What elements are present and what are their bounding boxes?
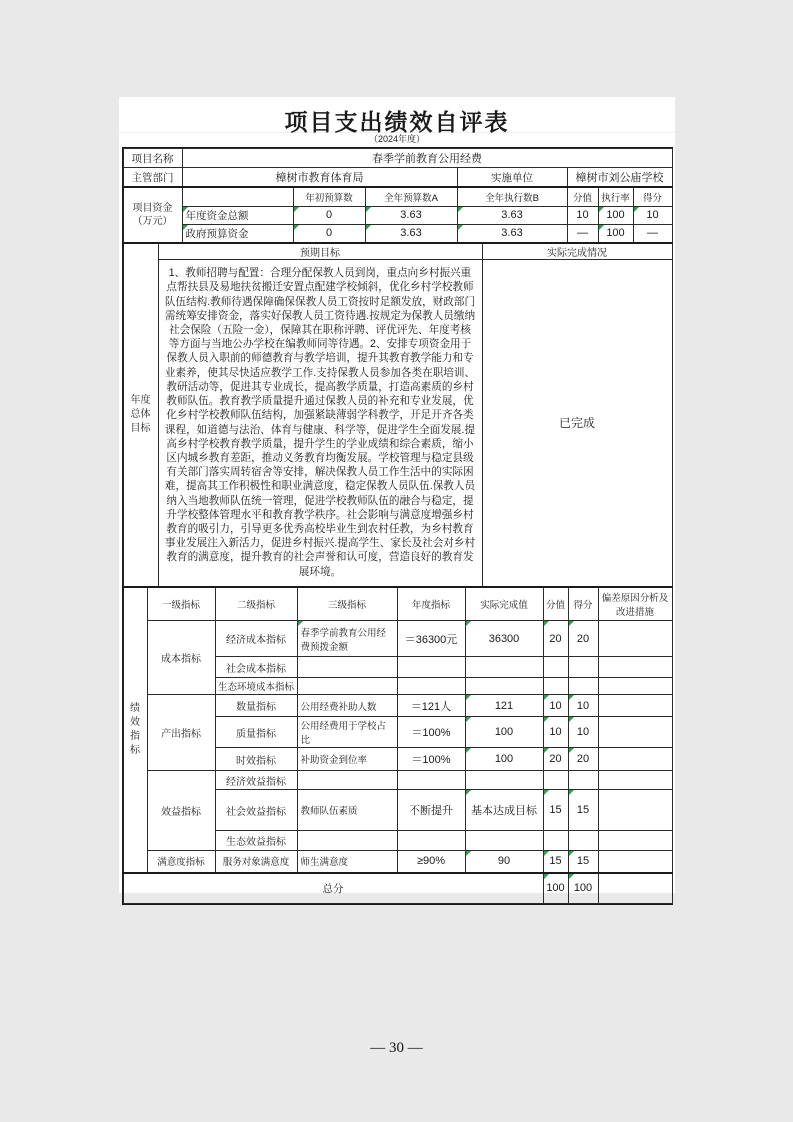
impl-unit-label: 实施单位 [457,168,567,188]
funding-cell: 0 [293,206,365,224]
l1-benefit: 效益指标 [147,771,215,851]
funding-row-total [123,206,672,224]
l2-cell: 服务对象满意度 [215,851,297,873]
deviation-cell [598,717,672,748]
funding-label: 项目资金（万元） [123,187,182,242]
score-cell [568,657,598,678]
annual-cell [397,771,465,790]
funding-cell: 10 [633,206,672,224]
indicator-row [123,621,672,657]
header-l1: 一级指标 [147,587,215,621]
funding-cell: — [633,224,672,242]
points-cell: 20 [543,748,568,771]
points-cell [543,831,568,851]
funding-cell: — [567,224,598,242]
funding-cell: 3.63 [365,224,457,242]
annual-cell: ＝121人 [397,695,465,717]
l3-cell: 公用经费补助人数 [297,695,397,717]
project-name-value: 春季学前教育公用经费 [182,149,672,168]
funding-header-rate: 执行率 [598,187,633,206]
annual-cell: 不断提升 [397,790,465,831]
header-score: 得分 [568,587,598,621]
actual-cell: 基本达成目标 [465,790,543,831]
indicators-header-row [123,587,672,621]
annual-cell [397,678,465,695]
l1-output: 产出指标 [147,695,215,771]
l2-cell: 质量指标 [215,717,297,748]
score-cell: 15 [568,790,598,831]
score-cell: 15 [568,851,598,873]
indicator-row [123,695,672,717]
funding-row-label: 年度资金总额 [182,206,293,224]
indicators-table [123,586,673,905]
indicators-side-label [123,587,147,873]
points-cell: 15 [543,790,568,831]
goals-side-label-text: 年度总体目标 [130,394,151,434]
points-cell [543,657,568,678]
l2-cell: 经济成本指标 [215,621,297,657]
funding-row-gov [123,224,672,242]
annual-cell [397,831,465,851]
total-row [123,873,672,904]
points-cell: 15 [543,851,568,873]
indicator-row [123,771,672,790]
header-l2: 二级指标 [215,587,297,621]
deviation-cell [598,831,672,851]
score-cell: 10 [568,717,598,748]
goals-table [123,242,673,587]
form-subtitle: （2024年度） [368,134,426,144]
actual-cell [465,657,543,678]
funding-header-blank [182,187,293,206]
page-number: — 30 — [370,1040,423,1056]
l2-cell: 数量指标 [215,695,297,717]
l3-cell: 补助资金到位率 [297,748,397,771]
funding-row-label: 政府预算资金 [182,224,293,242]
score-cell [568,771,598,790]
deviation-cell [598,790,672,831]
total-label: 总分 [123,873,543,904]
actual-completion-value: 已完成 [482,259,672,586]
funding-cell: 100 [598,206,633,224]
l3-cell [297,831,397,851]
points-cell: 10 [543,695,568,717]
actual-cell [465,771,543,790]
annual-cell [397,657,465,678]
indicators-side-label-text: 绩效指标 [130,702,140,756]
funding-cell: 100 [598,224,633,242]
l3-cell: 师生满意度 [297,851,397,873]
total-score: 100 [568,873,598,904]
l1-cost: 成本指标 [147,621,215,695]
funding-cell: 0 [293,224,365,242]
total-deviation [598,873,672,904]
annual-cell: ＝100% [397,748,465,771]
annual-cell: ＝36300元 [397,621,465,657]
deviation-cell [598,695,672,717]
header-annual: 年度指标 [397,587,465,621]
project-name-label: 项目名称 [123,149,182,168]
actual-cell: 100 [465,717,543,748]
actual-cell [465,678,543,695]
actual-cell: 36300 [465,621,543,657]
l3-cell: 教师队伍素质 [297,790,397,831]
form-title: 项目支出绩效自评表 [119,97,675,133]
score-cell [568,831,598,851]
header-l3: 三级指标 [297,587,397,621]
funding-header-points: 分值 [567,187,598,206]
header-points: 分值 [543,587,568,621]
expected-goal-text: 1、教师招聘与配置：合理分配保教人员到岗，重点向乡村振兴重点帮扶县及易地扶贫搬迁安置点配建学校倾斜，优化乡村学校教师队伍结构.教师待遇保障确保保教人员工资按时足额发放，财政部门需统筹安排资金，落实好保教人员工资待遇.按规定为保教人员缴纳社会保险（五险一金），保障其在职称评聘、评优评先、年度考核等方面与当地公办学校在编教师同等待遇。2、安排专项资金用于保教人员入职前的师德教育与教学培训，提升其教育教学能力和专业素养，使其尽快适应教学工作.支持保教人员参加各类在职培训、教研活动等，促进其专业成长，提高教学质量，打造高素质的乡村教师队伍。教育教学质量提升通过保教人员的补充和专业发展，优化乡村学校教师队伍结构，加强紧缺薄弱学科教学，开足开齐各类课程，如道德与法治、体育与健康、科学等，促进学生全面发展.提高乡村学校教育教学质量，提升学生的学业成绩和综合素质，缩小区内城乡教育差距，推动义务教育均衡发展。学校管理与稳定县级有关部门落实周转宿舍等安排，解决保教人员工作生活中的实际困难，提高其工作积极性和职业满意度，稳定保教人员队伍.保教人员纳入当地教师队伍统一管理，促进学校教师队伍的融合与稳定，提升学校整体管理水平和教育教学秩序。社会影响与满意度增强乡村教育的吸引力，引导更多优秀高校毕业生到农村任教，为乡村教育事业发展注入新活力，促进乡村振兴.提高学生、家长及社会对乡村教育的满意度，提升教育的社会声誉和认可度，营造良好的教育发展环境。 [158,259,482,586]
form-sheet [119,97,675,893]
funding-header-initial: 年初预算数 [293,187,365,206]
l3-cell: 公用经费用于学校占比 [297,717,397,748]
points-cell: 10 [543,717,568,748]
l3-cell [297,678,397,695]
expected-goal-header: 预期目标 [158,243,482,260]
deviation-cell [598,771,672,790]
annual-cell: ＝100% [397,717,465,748]
deviation-cell [598,621,672,657]
points-cell: 20 [543,621,568,657]
actual-cell [465,831,543,851]
indicator-row [123,851,672,873]
actual-cell: 121 [465,695,543,717]
l2-cell: 时效指标 [215,748,297,771]
funding-cell: 3.63 [457,224,567,242]
header-deviation: 偏差原因分析及改进措施 [598,587,672,621]
form-table [122,147,673,905]
funding-cell: 10 [567,206,598,224]
deviation-cell [598,678,672,695]
actual-cell: 100 [465,748,543,771]
actual-completion-header: 实际完成情况 [482,243,672,260]
l3-cell: 春季学前教育公用经费预拨金额 [297,621,397,657]
l2-cell: 社会成本指标 [215,657,297,678]
l2-cell: 社会效益指标 [215,790,297,831]
funding-header-executed: 全年执行数B [457,187,567,206]
funding-cell: 3.63 [365,206,457,224]
deviation-cell [598,748,672,771]
l2-cell: 生态效益指标 [215,831,297,851]
points-cell [543,771,568,790]
info-funding-table [123,148,673,243]
funding-cell: 3.63 [457,206,567,224]
goals-side-label [123,243,158,587]
funding-header-budget: 全年预算数A [365,187,457,206]
header-actual: 实际完成值 [465,587,543,621]
score-cell: 10 [568,695,598,717]
impl-unit-value: 樟树市刘公庙学校 [567,168,672,188]
deviation-cell [598,657,672,678]
deviation-cell [598,851,672,873]
total-points: 100 [543,873,568,904]
annual-cell: ≥90% [397,851,465,873]
l2-cell: 生态环境成本指标 [215,678,297,695]
l2-cell: 经济效益指标 [215,771,297,790]
score-cell: 20 [568,748,598,771]
l3-cell [297,657,397,678]
l3-cell [297,771,397,790]
score-cell [568,678,598,695]
points-cell [543,678,568,695]
l1-satisfaction: 满意度指标 [147,851,215,873]
dept-value: 樟树市教育体育局 [182,168,457,188]
score-cell: 20 [568,621,598,657]
dept-label: 主管部门 [123,168,182,188]
actual-cell: 90 [465,851,543,873]
funding-header-score: 得分 [633,187,672,206]
